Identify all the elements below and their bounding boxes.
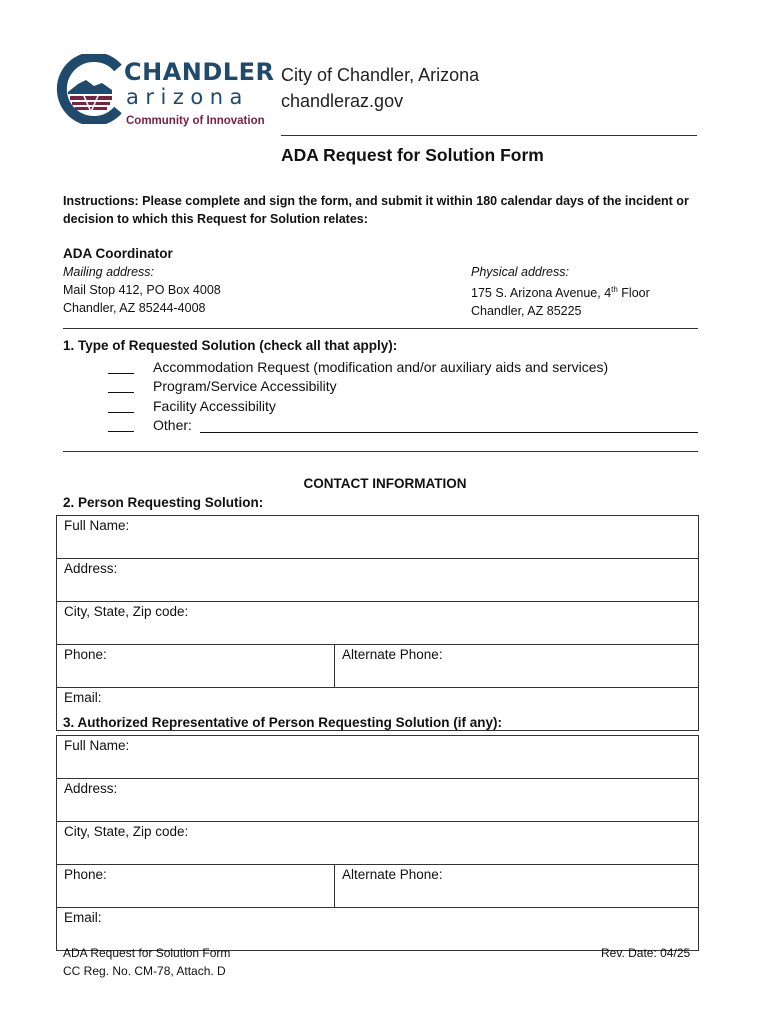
section2-heading: 2. Person Requesting Solution:	[63, 495, 264, 510]
checkbox-blank[interactable]	[108, 373, 134, 374]
field-label: City, State, Zip code:	[64, 604, 189, 619]
option-accommodation[interactable]	[108, 359, 608, 375]
rep-phone-field[interactable]	[57, 865, 335, 908]
rep-address-field[interactable]	[57, 779, 699, 822]
representative-fields-table	[56, 735, 699, 951]
option-label: Program/Service Accessibility	[153, 378, 337, 394]
section1-heading: 1. Type of Requested Solution (check all that apply):	[63, 338, 398, 353]
address-field[interactable]	[57, 559, 699, 602]
checkbox-blank[interactable]	[108, 412, 134, 413]
option-label: Accommodation Request (modification and/or auxiliary aids and services)	[153, 359, 609, 375]
field-label: Full Name:	[64, 738, 130, 753]
website-text: chandleraz.gov	[281, 91, 404, 111]
footer-reg-number: CC Reg. No. CM-78, Attach. D	[63, 964, 226, 978]
full-name-field[interactable]	[57, 516, 699, 559]
mailing-label: Mailing address:	[63, 265, 155, 279]
phone-field[interactable]	[57, 645, 335, 688]
field-label: City, State, Zip code:	[64, 824, 189, 839]
footer-left	[63, 944, 230, 980]
logo-tagline: Community of Innovation	[126, 115, 265, 127]
section-divider	[63, 328, 698, 329]
field-label: Full Name:	[64, 518, 130, 533]
chandler-logo	[56, 54, 275, 134]
section3-heading: 3. Authorized Representative of Person Requesting Solution (if any):	[63, 715, 503, 730]
checkbox-blank[interactable]	[108, 392, 134, 393]
option-other[interactable]	[108, 417, 192, 433]
option-label: Other:	[153, 417, 192, 433]
footer-form-name: ADA Request for Solution Form	[63, 946, 231, 960]
alternate-phone-field[interactable]	[335, 645, 699, 688]
physical-line-1	[471, 281, 650, 302]
field-label: Email:	[64, 690, 102, 705]
field-label: Alternate Phone:	[342, 867, 443, 882]
other-input-line[interactable]	[200, 432, 698, 433]
mailing-address	[63, 263, 221, 317]
rep-alternate-phone-field[interactable]	[335, 865, 699, 908]
field-label: Address:	[64, 781, 118, 796]
rep-city-state-zip-field[interactable]	[57, 822, 699, 865]
physical-address	[471, 263, 650, 320]
requester-fields-table	[56, 515, 699, 731]
physical-label: Physical address:	[471, 265, 569, 279]
physical-line-1-street: 175 S. Arizona Avenue, 4	[471, 286, 612, 301]
field-label: Email:	[64, 910, 102, 925]
instructions-text: Instructions: Please complete and sign the form, and submit it within 180 calendar days of the incident or decision to which this Request for Solution relates:	[63, 194, 689, 226]
mailing-line-2: Chandler, AZ 85244-4008	[63, 301, 206, 315]
mailing-line-1: Mail Stop 412, PO Box 4008	[63, 283, 221, 297]
city-state-zip-field[interactable]	[57, 602, 699, 645]
form-title: ADA Request for Solution Form	[281, 145, 544, 165]
option-facility[interactable]	[108, 398, 276, 414]
chandler-logo-mark-icon	[56, 54, 126, 124]
option-program-service[interactable]	[108, 378, 337, 394]
contact-info-heading: CONTACT INFORMATION	[303, 476, 467, 491]
city-name: City of Chandler, Arizona	[281, 65, 480, 85]
footer-rev-date: Rev. Date: 04/25	[601, 946, 691, 960]
field-label: Address:	[64, 561, 118, 576]
logo-name-top: CHANDLER	[124, 58, 275, 86]
section-divider	[63, 451, 698, 452]
header-rule	[281, 135, 697, 136]
field-label: Alternate Phone:	[342, 647, 443, 662]
field-label: Phone:	[64, 647, 107, 662]
logo-name-bottom: arizona	[126, 85, 249, 109]
checkbox-blank[interactable]	[108, 431, 134, 432]
physical-line-1-floor: Floor	[617, 286, 650, 301]
rep-full-name-field[interactable]	[57, 736, 699, 779]
coordinator-title: ADA Coordinator	[63, 246, 173, 261]
field-label: Phone:	[64, 867, 107, 882]
physical-line-2: Chandler, AZ 85225	[471, 304, 582, 319]
option-label: Facility Accessibility	[153, 398, 276, 414]
physical-line-1-sup: th	[611, 285, 618, 294]
